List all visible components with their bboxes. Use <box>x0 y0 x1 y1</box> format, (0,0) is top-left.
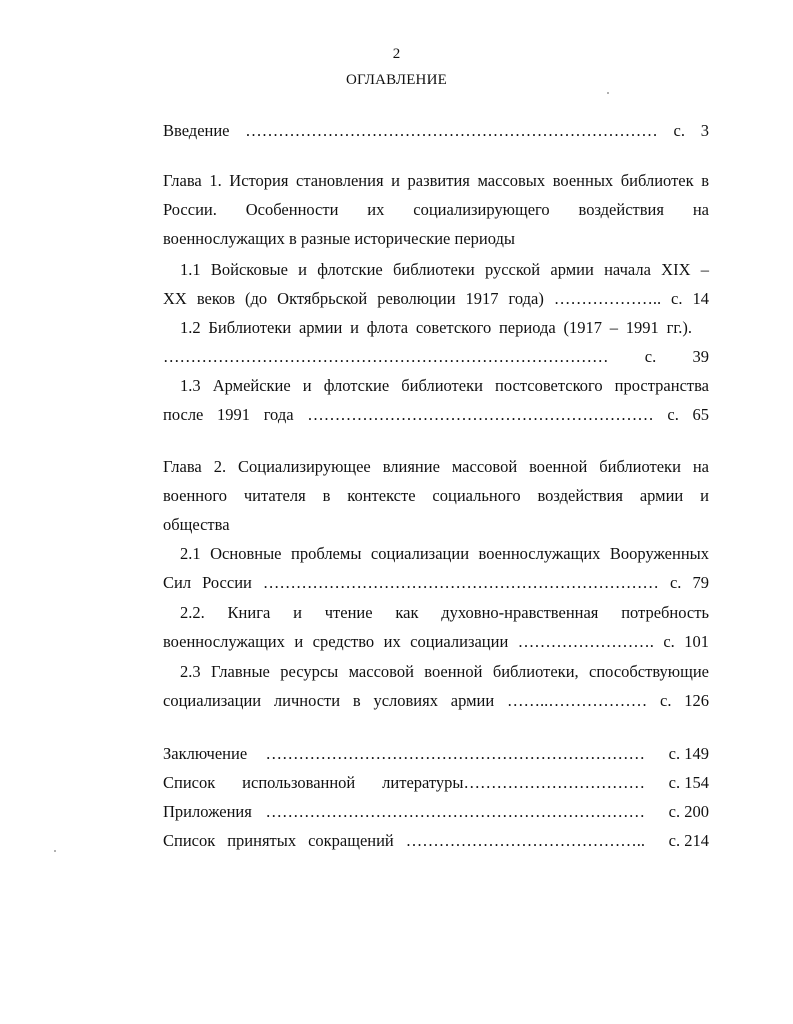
toc-entry-references[interactable]: Список использованной литературы…………………………… <box>163 773 645 792</box>
toc-page-conclusion: с. 149 <box>668 744 709 763</box>
toc-entry-1-1-line-1[interactable]: 1.1 Войсковые и флотские библиотеки русской армии начала XIX – <box>180 260 709 279</box>
page-number: 2 <box>392 46 401 62</box>
toc-entry-2-2-line-1[interactable]: 2.2. Книга и чтение как духовно-нравственная потребность <box>180 603 709 622</box>
toc-entry-1-2-line-2[interactable]: ……………………………………………………………………… с. 39 <box>163 347 709 366</box>
toc-entry-1-3-line-2[interactable]: после 1991 года ……………………………………………………… с. 65 <box>163 405 709 424</box>
toc-entry-2-1-line-2[interactable]: Сил России ……………………………………………………………… с. 79 <box>163 573 709 592</box>
toc-entry-intro[interactable]: Введение ………………………………………………………………… с. 3 <box>163 121 709 140</box>
toc-title: ОГЛАВЛЕНИЕ <box>346 72 447 88</box>
chapter-1-heading-line-2[interactable]: России. Особенности их социализирующего воздействия на <box>163 200 709 219</box>
scan-speck <box>54 850 56 852</box>
toc-page-appendices: с. 200 <box>668 802 709 821</box>
chapter-2-heading-line-3[interactable]: общества <box>163 515 230 534</box>
toc-entry-2-3-line-1[interactable]: 2.3 Главные ресурсы массовой военной библиотеки, способствующие <box>180 662 709 681</box>
toc-entry-conclusion[interactable]: Заключение …………………………………………………………… <box>163 744 645 763</box>
toc-entry-1-3-line-1[interactable]: 1.3 Армейские и флотские библиотеки постсоветского пространства <box>180 376 709 395</box>
chapter-1-heading-line-1[interactable]: Глава 1. История становления и развития массовых военных библиотек в <box>163 171 709 190</box>
scan-speck <box>607 92 609 94</box>
toc-entry-2-3-line-2[interactable]: социализации личности в условиях армии ……..……………… с. 126 <box>163 691 709 710</box>
toc-entry-2-2-line-2[interactable]: военнослужащих и средство их социализации ……………………. с. 101 <box>163 632 709 651</box>
chapter-2-heading-line-1[interactable]: Глава 2. Социализирующее влияние массовой военной библиотеки на <box>163 457 709 476</box>
toc-entry-appendices[interactable]: Приложения …………………………………………………………… <box>163 802 645 821</box>
toc-page-abbreviations: с. 214 <box>668 831 709 850</box>
toc-entry-1-2-line-1[interactable]: 1.2 Библиотеки армии и флота советского периода (1917 – 1991 гг.). <box>180 318 692 337</box>
toc-entry-2-1-line-1[interactable]: 2.1 Основные проблемы социализации военнослужащих Вооруженных <box>180 544 709 563</box>
toc-page-references: с. 154 <box>668 773 709 792</box>
chapter-2-heading-line-2[interactable]: военного читателя в контексте социального воздействия армии и <box>163 486 709 505</box>
toc-entry-abbreviations[interactable]: Список принятых сокращений …………………………………….. <box>163 831 645 850</box>
chapter-1-heading-line-3[interactable]: военнослужащих в разные исторические периоды <box>163 229 515 248</box>
toc-entry-1-1-line-2[interactable]: XX веков (до Октябрьской революции 1917 года) ……………….. с. 14 <box>163 289 709 308</box>
